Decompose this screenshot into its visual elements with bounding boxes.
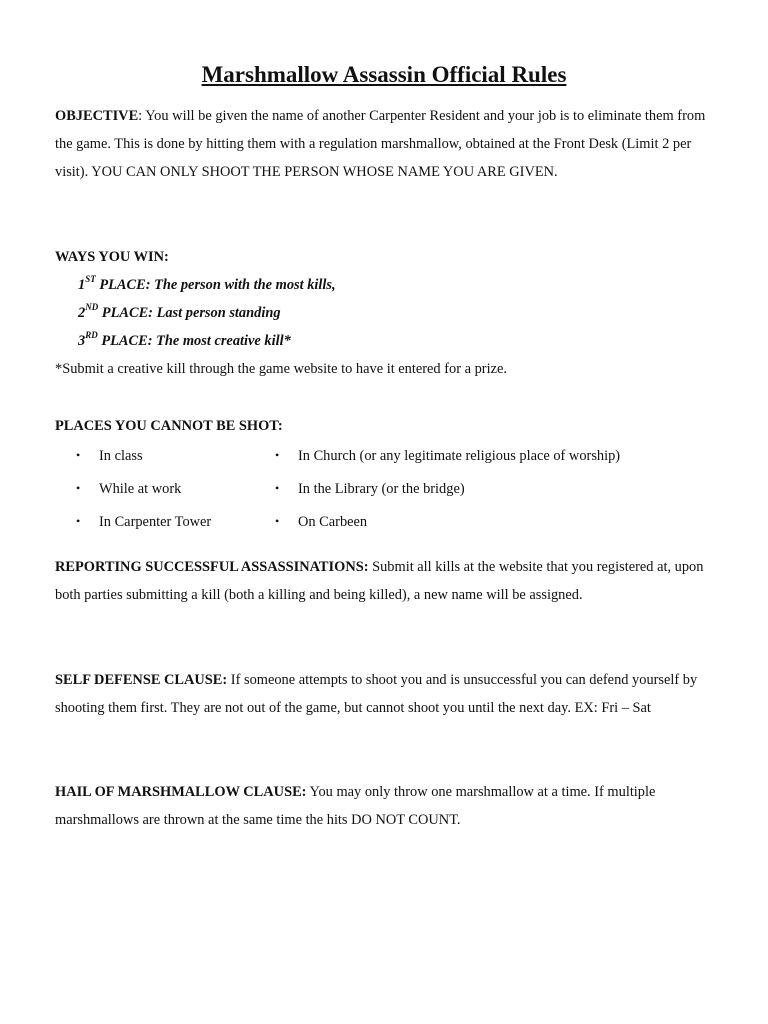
list-item: • In the Library (or the bridge) xyxy=(275,472,620,505)
reporting-section xyxy=(55,553,720,609)
list-item: • In class xyxy=(76,439,211,472)
bullet-icon: • xyxy=(76,481,81,495)
page-title: Marshmallow Assassin Official Rules xyxy=(201,62,567,87)
hail-section xyxy=(55,778,720,834)
place-item: 1ST PLACE: The person with the most kills, xyxy=(78,274,336,293)
bullet-icon: • xyxy=(275,448,280,462)
list-item: • In Church (or any legitimate religious place of worship) xyxy=(275,439,620,472)
bullet-icon: • xyxy=(76,448,81,462)
no-shoot-heading: PLACES YOU CANNOT BE SHOT: xyxy=(55,418,283,434)
reporting-heading: REPORTING SUCCESSFUL ASSASSINATIONS: xyxy=(55,559,369,575)
place-item: 3RD PLACE: The most creative kill* xyxy=(78,330,291,349)
no-shoot-list-left xyxy=(76,439,211,538)
reporting-text: Submit all kills at the website that you registered at, upon both parties submitting a kill (both a killing and being killed), a new name will be assigned. xyxy=(55,559,704,603)
objective-text: : You will be given the name of another Carpenter Resident and your job is to eliminate them from the game. This is done by hitting them with a regulation marshmallow, obtained at the Front Desk (Limit 2 per visit). YOU CAN ONLY SHOOT THE PERSON WHOSE NAME YOU ARE GIVEN. xyxy=(55,108,706,180)
ways-to-win-heading: WAYS YOU WIN: xyxy=(55,249,169,265)
list-item: • In Carpenter Tower xyxy=(76,505,211,538)
self-defense-text: If someone attempts to shoot you and is unsuccessful you can defend yourself by shooting them first. They are not out of the game, but cannot shoot you until the next day. EX: Fri – Sat xyxy=(55,672,698,716)
no-shoot-list-right xyxy=(275,439,620,538)
objective-heading: OBJECTIVE xyxy=(55,108,139,124)
objective-section xyxy=(55,102,720,186)
bullet-icon: • xyxy=(275,481,280,495)
list-item: • On Carbeen xyxy=(275,505,620,538)
creative-kill-footnote: *Submit a creative kill through the game website to have it entered for a prize. xyxy=(55,361,507,377)
bullet-icon: • xyxy=(76,514,81,528)
bullet-icon: • xyxy=(275,514,280,528)
list-item: • While at work xyxy=(76,472,211,505)
places-list xyxy=(78,271,336,355)
hail-text: You may only throw one marshmallow at a time. If multiple marshmallows are thrown at the same time the hits DO NOT COUNT. xyxy=(55,784,656,828)
self-defense-section xyxy=(55,666,720,722)
place-item: 2ND PLACE: Last person standing xyxy=(78,302,281,321)
self-defense-heading: SELF DEFENSE CLAUSE: xyxy=(55,672,228,688)
hail-heading: HAIL OF MARSHMALLOW CLAUSE: xyxy=(55,784,307,800)
